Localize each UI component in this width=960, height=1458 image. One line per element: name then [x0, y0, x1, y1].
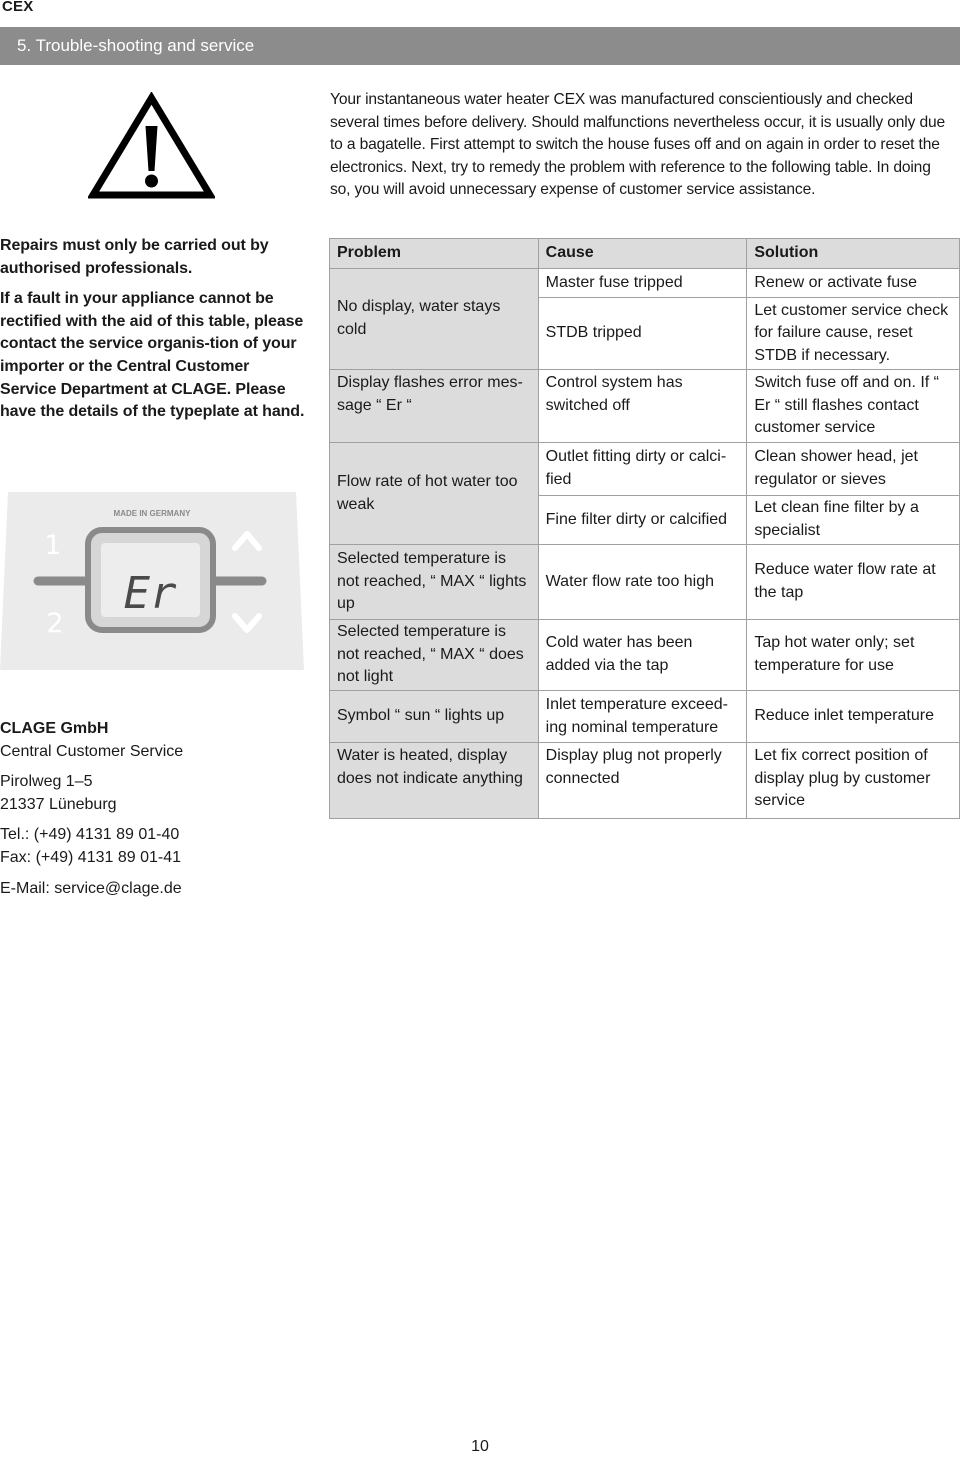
table-row — [330, 691, 960, 743]
cause-cell: Master fuse tripped — [538, 269, 747, 298]
telephone: Tel.: (+49) 4131 89 01-40 — [0, 826, 180, 844]
cause-cell: STDB tripped — [538, 298, 747, 370]
table-row — [330, 443, 960, 496]
problem-cell: Display flashes error mes-sage “ Er “ — [330, 370, 539, 443]
problem-cell: Flow rate of hot water too weak — [330, 443, 539, 545]
table-header-row — [330, 239, 960, 269]
header-solution: Solution — [747, 239, 960, 269]
solution-cell: Clean shower head, jet regulator or sieves — [747, 443, 960, 496]
side-notes — [0, 235, 308, 432]
cause-cell: Inlet temperature exceed-ing nominal temperature — [538, 691, 747, 743]
header-cause: Cause — [538, 239, 747, 269]
problem-cell: Symbol “ sun “ lights up — [330, 691, 539, 743]
table-row — [330, 620, 960, 691]
problem-cell: Selected temperature is not reached, “ MAX “ lights up — [330, 545, 539, 620]
cause-cell: Outlet fitting dirty or calci-fied — [538, 443, 747, 496]
solution-cell: Tap hot water only; set temperature for use — [747, 620, 960, 691]
intro-paragraph: Your instantaneous water heater CEX was manufactured conscientiously and checked several times before delivery. Should malfunctions nevertheless occur, it is usually only due to a bagatelle. First attempt to switch the house fuses off and on again in order to reset the electronics. Next, try to remedy the problem with reference to the following table. In doing so, you will avoid unnecessary expense of customer service assistance. — [330, 91, 946, 199]
fax: Fax: (+49) 4131 89 01-41 — [0, 848, 182, 866]
troubleshooting-table — [329, 238, 960, 819]
solution-cell: Let clean fine filter by a specialist — [747, 496, 960, 545]
solution-cell: Let fix correct position of display plug by customer service — [747, 743, 960, 819]
contact-block — [0, 718, 300, 900]
solution-cell: Reduce water flow rate at the tap — [747, 545, 960, 620]
typeplate-image — [0, 492, 304, 670]
table-row — [330, 269, 960, 298]
repairs-note: Repairs must only be carried out by authorised professionals. — [0, 237, 269, 277]
solution-cell: Let customer service check for failure cause, reset STDB if necessary. — [747, 298, 960, 370]
warning-icon — [88, 92, 215, 200]
solution-cell: Switch fuse off and on. If “ Er “ still flashes contact customer service — [747, 370, 960, 443]
document-code: CEX — [2, 0, 34, 15]
display-error-text: Er — [123, 568, 177, 619]
email-link[interactable]: E-Mail: service@clage.de — [0, 879, 182, 897]
fault-note: If a fault in your appliance cannot be rectified with the aid of this table, please contact the service organis-tion of your importer or the Central Customer Service Department at CLAGE. Please have the details of the typeplate at hand. — [0, 290, 305, 421]
key-1-label: 1 — [44, 530, 62, 561]
section-header-bar — [0, 27, 960, 65]
key-2-label: 2 — [46, 608, 64, 639]
table-row — [330, 370, 960, 443]
cause-cell: Water flow rate too high — [538, 545, 747, 620]
problem-cell: No display, water stays cold — [330, 269, 539, 370]
street-address: Pirolweg 1–5 — [0, 773, 93, 791]
table-row — [330, 743, 960, 819]
department-name: Central Customer Service — [0, 742, 184, 760]
table-row — [330, 545, 960, 620]
cause-cell: Control system has switched off — [538, 370, 747, 443]
company-name: CLAGE GmbH — [0, 720, 109, 737]
solution-cell: Reduce inlet temperature — [747, 691, 960, 743]
page-number: 10 — [471, 1438, 489, 1455]
header-problem: Problem — [330, 239, 539, 269]
cause-cell: Fine filter dirty or calcified — [538, 496, 747, 545]
cause-cell: Cold water has been added via the tap — [538, 620, 747, 691]
section-title: 5. Trouble-shooting and service — [17, 36, 255, 55]
city-address: 21337 Lüneburg — [0, 795, 117, 813]
solution-cell: Renew or activate fuse — [747, 269, 960, 298]
typeplate-label: MADE IN GERMANY — [113, 509, 191, 518]
cause-cell: Display plug not properly connected — [538, 743, 747, 819]
problem-cell: Selected temperature is not reached, “ MAX “ does not light — [330, 620, 539, 691]
problem-cell: Water is heated, display does not indicate anything — [330, 743, 539, 819]
